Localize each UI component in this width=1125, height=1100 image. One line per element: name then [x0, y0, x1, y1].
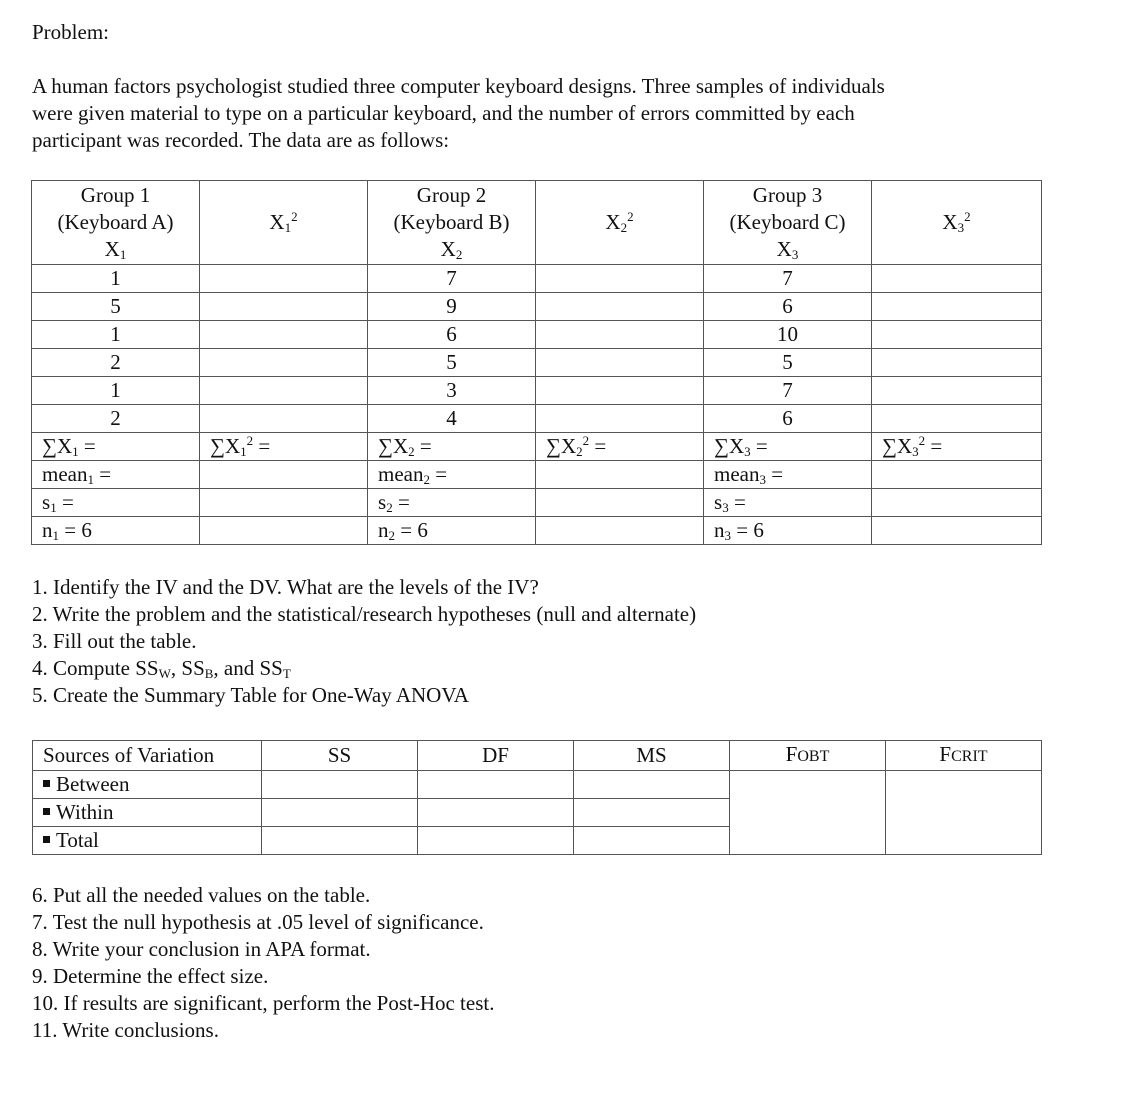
fobt-header: FOBT: [730, 741, 886, 771]
x3-cell: 5: [704, 349, 872, 377]
n-row: [32, 517, 1042, 545]
mean1-cell: mean$_1$ =: [32, 461, 200, 489]
ss-header: SS: [262, 741, 418, 771]
group2-header: Group 2 (Keyboard B) $X_2$: [368, 181, 536, 265]
sum-row: [32, 433, 1042, 461]
x2-cell: 3: [368, 377, 536, 405]
x1-cell: 1: [32, 377, 200, 405]
step-item: 6. Put all the needed values on the table.: [32, 883, 371, 907]
table-row: [32, 405, 1042, 433]
fobt-cell: [730, 771, 886, 855]
n1-cell: $n_1 = 6$: [32, 517, 200, 545]
x3-cell: 6: [704, 405, 872, 433]
x1-cell: 1: [32, 265, 200, 293]
source-within: Within: [33, 799, 262, 827]
intro-line: participant was recorded. The data are as follows:: [32, 128, 450, 152]
anova-header-row: [33, 741, 1042, 771]
step-item: 9. Determine the effect size.: [32, 964, 269, 988]
x1-cell: 2: [32, 405, 200, 433]
fcrit-header: FCRIT: [886, 741, 1042, 771]
step-item: 11. Write conclusions.: [32, 1018, 219, 1042]
x1-cell: 1: [32, 321, 200, 349]
sd-row: [32, 489, 1042, 517]
x2-cell: 5: [368, 349, 536, 377]
ms-header: MS: [574, 741, 730, 771]
table-row: [32, 349, 1042, 377]
source-between: Between: [33, 771, 262, 799]
question-item: 3. Fill out the table.: [32, 629, 197, 653]
bullet-icon: [43, 836, 50, 843]
group3-squared-header: $X_3^2$: [872, 181, 1042, 265]
df-header: DF: [418, 741, 574, 771]
questions-list: [32, 574, 696, 709]
sum-x3-squared-cell: $\sum X_3^2$ =: [872, 433, 1042, 461]
step-item: 8. Write your conclusion in APA format.: [32, 937, 371, 961]
table-header-row: [32, 181, 1042, 265]
bullet-icon: [43, 780, 50, 787]
problem-heading: Problem:: [32, 20, 109, 44]
intro-paragraph: [32, 73, 1032, 154]
table-row: [32, 321, 1042, 349]
fcrit-cell: [886, 771, 1042, 855]
question-item: 4. Compute $SS_W$, $SS_B$, and $SS_T$: [32, 656, 291, 681]
x2-cell: 9: [368, 293, 536, 321]
sum-x3-cell: $\sum X_3$ =: [704, 433, 872, 461]
group2-squared-header: $X_2^2$: [536, 181, 704, 265]
mean-row: [32, 461, 1042, 489]
keyboard-data-table: [31, 180, 1042, 545]
s2-cell: $s_2$ =: [368, 489, 536, 517]
n2-cell: $n_2 = 6$: [368, 517, 536, 545]
step-item: 7. Test the null hypothesis at .05 level of significance.: [32, 910, 484, 934]
intro-line: were given material to type on a particular keyboard, and the number of errors committed by each: [32, 101, 855, 125]
anova-row-between: [33, 771, 1042, 799]
sum-x1-squared-cell: $\sum X_1^2$ =: [200, 433, 368, 461]
source-total: Total: [33, 827, 262, 855]
group1-header: Group 1 (Keyboard A) $X_1$: [32, 181, 200, 265]
table-row: [32, 377, 1042, 405]
intro-line: A human factors psychologist studied three computer keyboard designs. Three samples of individuals: [32, 74, 885, 98]
sum-x2-squared-cell: $\sum X_2^2$ =: [536, 433, 704, 461]
question-item: 1. Identify the IV and the DV. What are the levels of the IV?: [32, 575, 539, 599]
step-item: 10. If results are significant, perform the Post-Hoc test.: [32, 991, 495, 1015]
x2-cell: 6: [368, 321, 536, 349]
question-item: 2. Write the problem and the statistical/research hypotheses (null and alternate): [32, 602, 697, 626]
mean3-cell: mean$_3$ =: [704, 461, 872, 489]
x2-cell: 7: [368, 265, 536, 293]
bullet-icon: [43, 808, 50, 815]
sum-x2-cell: $\sum X_2$ =: [368, 433, 536, 461]
s3-cell: $s_3$ =: [704, 489, 872, 517]
s1-cell: $s_1$ =: [32, 489, 200, 517]
group1-squared-header: $X_1^2$: [200, 181, 368, 265]
x3-cell: 10: [704, 321, 872, 349]
anova-summary-table: [32, 740, 1042, 855]
x3-cell: 7: [704, 265, 872, 293]
table-row: [32, 265, 1042, 293]
n3-cell: $n_3 = 6$: [704, 517, 872, 545]
x1-cell: 5: [32, 293, 200, 321]
mean2-cell: mean$_2$ =: [368, 461, 536, 489]
group3-header: Group 3 (Keyboard C) $X_3$: [704, 181, 872, 265]
x1-cell: 2: [32, 349, 200, 377]
steps-list: [32, 882, 494, 1044]
x2-cell: 4: [368, 405, 536, 433]
table-row: [32, 293, 1042, 321]
x3-cell: 7: [704, 377, 872, 405]
sources-header: Sources of Variation: [33, 741, 262, 771]
sum-x1-cell: $\sum X_1$ =: [32, 433, 200, 461]
question-item: 5. Create the Summary Table for One-Way ANOVA: [32, 683, 469, 707]
x3-cell: 6: [704, 293, 872, 321]
